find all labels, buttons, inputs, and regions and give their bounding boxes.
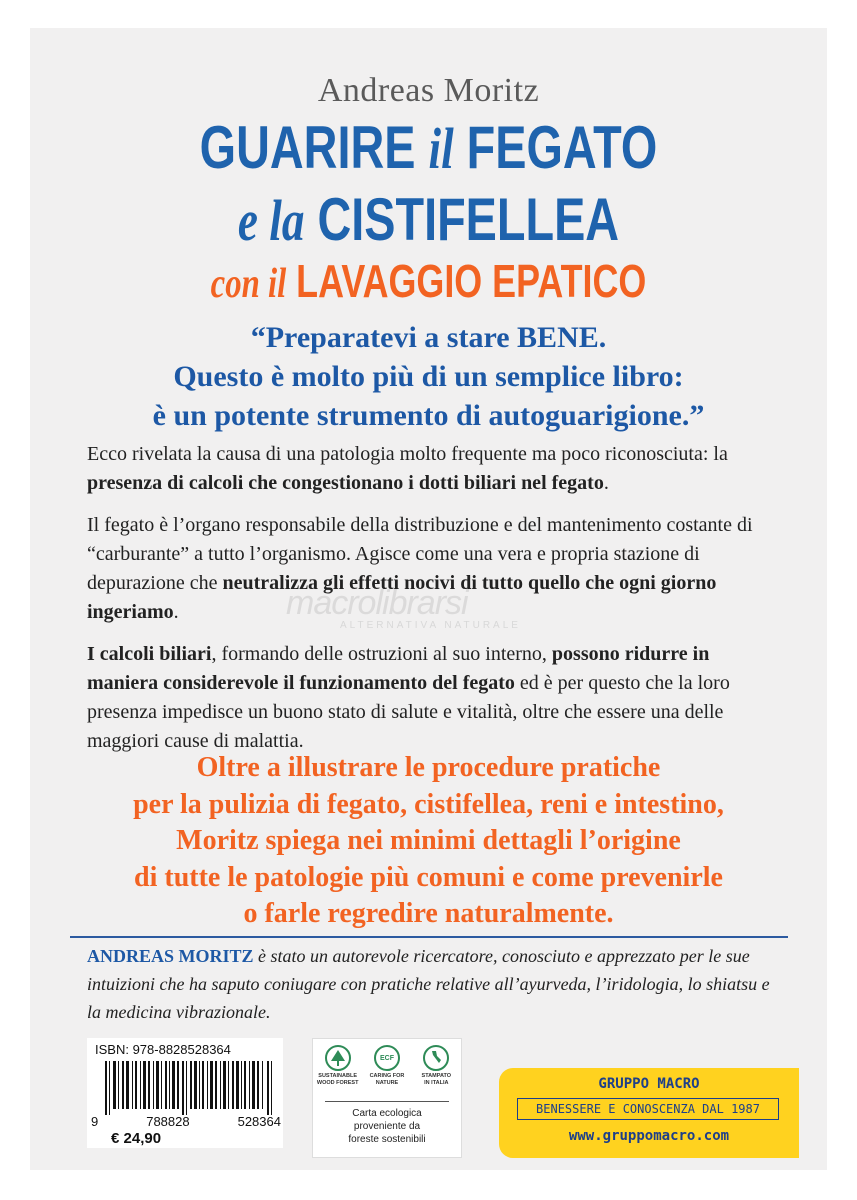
- book-back-cover: [30, 28, 827, 1170]
- eco-divider: [325, 1101, 449, 1102]
- highlight-text: Oltre a illustrare le procedure pratiche per la pulizia di fegato, cistifellea, reni e intestino, Moritz spiega nei minimi dettagli l’origine di tutte le patologie più comuni e come prevenirle o farle regredire naturalmente.: [133, 752, 724, 929]
- publisher-tagline: BENESSERE E CONOSCENZA DAL 1987: [517, 1098, 779, 1120]
- barcode-icon: [105, 1061, 275, 1115]
- title-line-1: GUARIRE il FEGATO: [199, 114, 658, 181]
- publisher-name: GRUPPO MACRO: [598, 1076, 700, 1092]
- publisher-url: www.gruppomacro.com: [568, 1128, 730, 1144]
- paragraph-1: Ecco rivelata la causa di una patologia molto frequente ma poco riconosciuta: la presenza di calcoli che congestionano i dotti biliari nel fegato.: [87, 443, 728, 494]
- watermark-subtitle: ALTERNATIVA NATURALE: [340, 620, 521, 631]
- italy-icon: [423, 1045, 449, 1071]
- author-name: Andreas Moritz: [317, 72, 540, 109]
- paragraph-3: I calcoli biliari, formando delle ostruzioni al suo interno, possono ridurre in maniera considerevole il funzionamento del fegato ed è per questo che la loro presenza impedisce un buono stato di salute e vitalità, oltre che essere una delle maggiori cause di malattia.: [87, 643, 730, 752]
- paragraph-2: Il fegato è l’organo responsabile della distribuzione e del mantenimento costante di “carburante” a tutto l’organismo. Agisce come una vera e propria stazione di depurazione che neutralizza gli effetti nocivi di tutto quello che ogni giorno ingeriamo.: [87, 514, 753, 623]
- ecf-icon: ECF: [374, 1045, 400, 1071]
- watermark: macrolibrarsi: [286, 584, 468, 622]
- price: € 24,90: [111, 1130, 162, 1147]
- publisher-box: [499, 1068, 799, 1158]
- author-bio: ANDREAS MORITZ è stato un autorevole ricercatore, conosciuto e apprezzato per le sue intuizioni che ha saputo coniugare con pratiche relative all’ayurveda, l’iridologia, lo shiatsu e la medicina vibrazionale.: [87, 946, 770, 1022]
- barcode-digits: 9 788828 528364: [91, 1114, 281, 1129]
- isbn-label: ISBN: 978-8828528364: [95, 1042, 231, 1057]
- divider: [70, 936, 788, 938]
- eco-text: Carta ecologica proveniente da foreste sostenibili: [348, 1108, 426, 1145]
- barcode-box: [87, 1038, 283, 1148]
- title-line-2: e la CISTIFELLEA: [237, 186, 620, 253]
- tree-icon: [325, 1045, 351, 1071]
- pull-quote: “Preparatevi a stare BENE. Questo è molto più di un semplice libro: è un potente strumento di autoguarigione.”: [152, 321, 705, 432]
- title-line-3: con il LAVAGGIO EPATICO: [210, 255, 647, 307]
- eco-certification-box: SUSTAINABLE WOOD FOREST ECF CARING FOR NATURE STAMPATO IN ITALIA Carta ecologica proveniente da foreste sostenibili: [312, 1038, 462, 1158]
